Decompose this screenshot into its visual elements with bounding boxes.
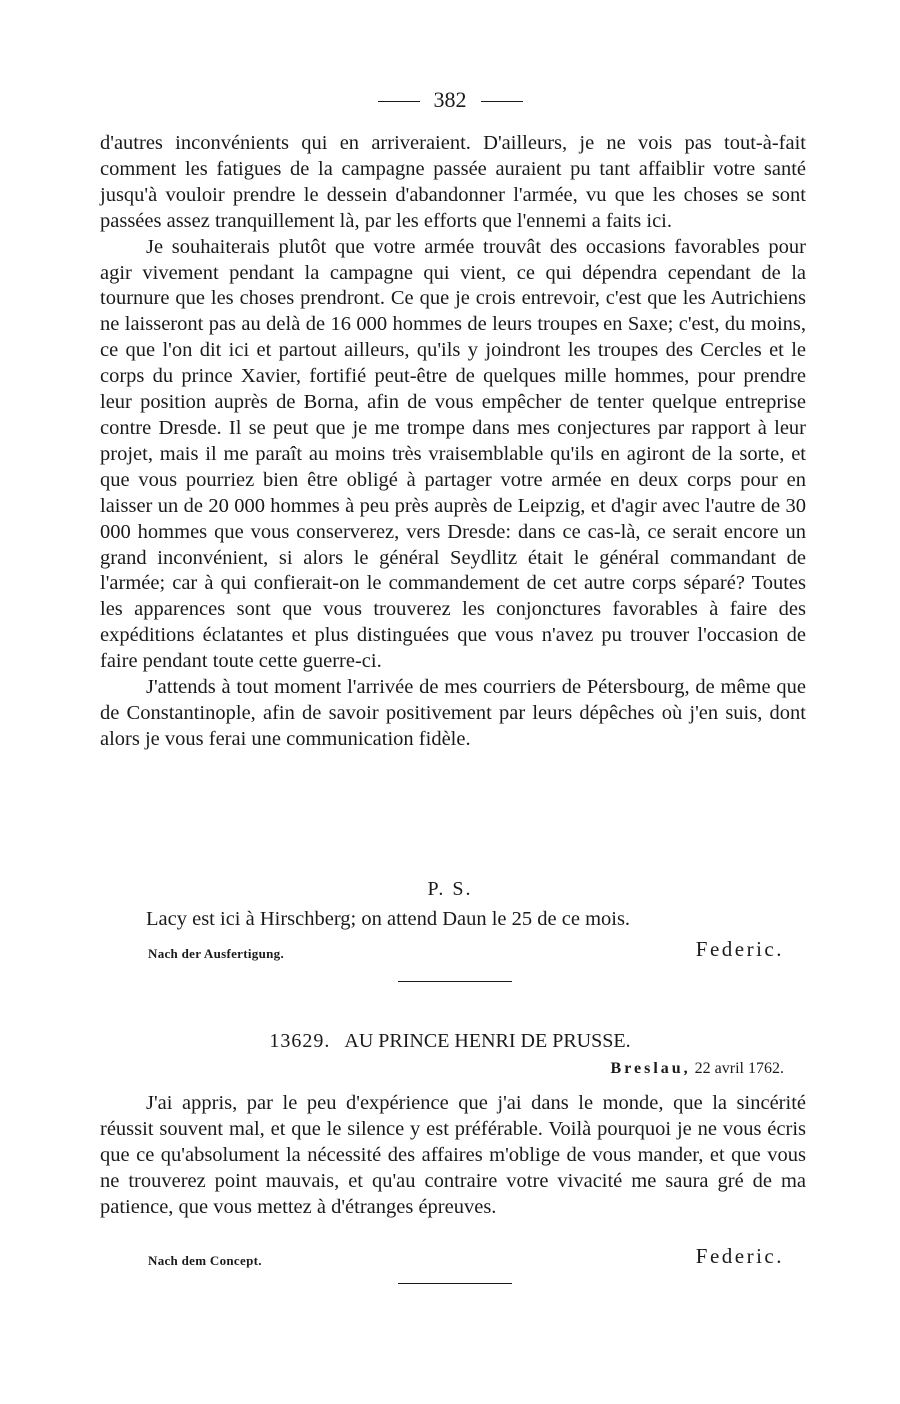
postscript-text: Lacy est ici à Hirschberg; on attend Daun le 25 de ce mois. xyxy=(146,908,631,930)
section-divider xyxy=(398,981,512,982)
letter-1-signature: Federic. xyxy=(695,937,784,961)
page-number: 382 xyxy=(433,87,467,112)
letter-2-title: AU PRINCE HENRI DE PRUSSE. xyxy=(344,1030,631,1052)
bottom-divider xyxy=(398,1283,512,1284)
letter-2-paragraph-1: J'ai appris, par le peu d'expérience que j'ai dans le monde, que la sincérité réussit souvent mal, et que le silence y est préférable. Voilà pourquoi je ne vous écris que ce qu'absolument la nécessité des affaires m'oblige de vous mander, et que vous ne trouverez point mauvais, et qu'au contraire votre vivacité me saura gré de ma patience, que vous mettez à d'étranges épreuves. xyxy=(100,1092,806,1218)
letter-2-number: 13629. xyxy=(269,1030,331,1052)
letter-2-heading xyxy=(0,1030,900,1053)
page-header xyxy=(0,86,900,114)
letter-2-body xyxy=(100,1091,806,1221)
letter-1-source-note: Nach der Ausfertigung. xyxy=(148,946,285,961)
header-dash-left xyxy=(378,101,420,102)
postscript-label: P. S. xyxy=(427,878,473,900)
header-dash-right xyxy=(481,101,523,102)
letter-1-paragraph-2: Je souhaiterais plutôt que votre armée trouvât des occasions favorables pour agir vivement pendant la campagne qui vient, ce qui dépendra cependant de la tournure que les choses prendront. Ce que je crois entrevoir, c'est que les Autrichiens ne laisseront pas au delà de 16 000 hommes de leurs troupes en Saxe; c'est, du moins, ce que l'on dit ici et partout ailleurs, qu'ils y joindront les troupes des Cercles et le corps du prince Xavier, fortifié peut-être de quelques mille hommes, pour prendre leur position auprès de Borna, afin de vous empêcher de tenter quelque entreprise contre Dresde. Il se peut que je me trompe dans mes conjectures par rapport à leur projet, mais il me paraît au moins très vraisemblable qu'ils en agiront de la sorte, et que vous pourriez bien être obligé à partager votre armée en deux corps pour en laisser un de 20 000 hommes à peu près auprès de Leipzig, et d'agir avec l'autre de 30 000 hommes que vous conserverez, vers Dresde: dans ce cas-là, ce serait encore un grand inconvénient, si alors le général Seydlitz était le général commandant de l'armée; car à qui confierait-on le commandement de cet autre corps séparé? Toutes les apparences sont que vous trouverez les conjonctures favorables à faire des expéditions éclatantes et plus distinguées que vous n'avez pu trouver l'occasion de faire pendant toute cette guerre-ci. xyxy=(100,235,806,673)
letter-1-paragraph-1: d'autres inconvénients qui en arriveraient. D'ailleurs, je ne vois pas tout-à-fait comment les fatigues de la campagne passée auraient pu tant affaiblir votre santé jusqu'à vouloir prendre le dessein d'abandonner l'armée, vu que les choses se sont passées assez tranquillement là, par les efforts que l'ennemi a faits ici. xyxy=(100,132,806,232)
letter-1-body xyxy=(100,131,806,753)
letter-1-paragraph-3: J'attends à tout moment l'arrivée de mes courriers de Pétersbourg, de même que de Constantinople, afin de savoir positivement par leurs dépêches où j'en suis, dont alors je vous ferai une communication fidèle. xyxy=(100,676,806,750)
letter-2-date: 22 avril 1762. xyxy=(694,1060,784,1077)
letter-2-signature: Federic. xyxy=(695,1244,784,1268)
letter-2-source-note: Nach dem Concept. xyxy=(148,1253,262,1268)
letter-2-dateline xyxy=(611,1060,784,1078)
letter-2-date-place: Breslau, xyxy=(610,1060,691,1077)
